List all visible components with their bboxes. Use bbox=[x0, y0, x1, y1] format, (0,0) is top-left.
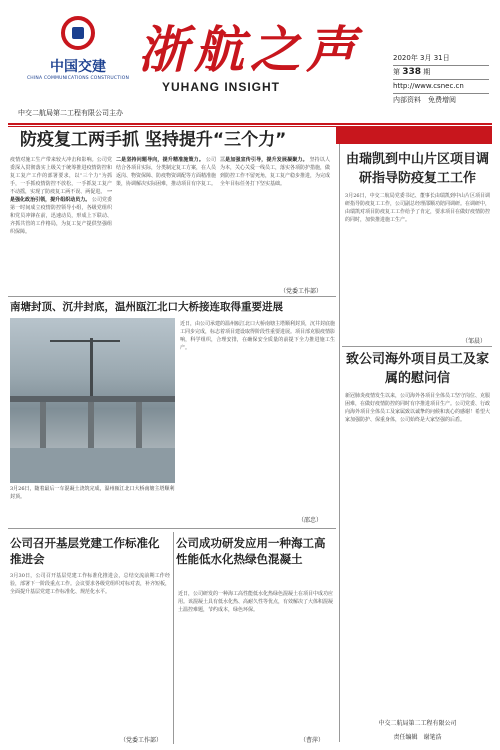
photo-story-author: （邵忠） bbox=[298, 517, 323, 524]
lead-col-1 bbox=[10, 156, 112, 236]
internal-note: 内部资料 免费增阅 bbox=[393, 96, 456, 104]
column-divider bbox=[339, 130, 340, 742]
masthead-title bbox=[138, 18, 378, 98]
right2-body: 新冠肺炎疫情发生以来，公司海外各项目全体员工坚守岗位、克服困难，在做好疫情防控的同时有序推进项目生产。公司党委、行政向海外项目全体员工及家属致以诚挚的问候和衷心的感谢！希望大家加强防护、保重身体，公司始终是大家坚强的后盾。 bbox=[345, 393, 491, 423]
editor-line: 责任编辑 谢笔浩 bbox=[393, 734, 442, 741]
photo-story-headline: 南塘封顶、沉井封底，温州瓯江北口大桥接连取得重要进展 bbox=[10, 301, 283, 313]
party-author: （党委工作部） bbox=[120, 737, 163, 744]
party-body: 3月30日，公司召开基层党建工作标准化推进会，总结交流前期工作经验，部署下一阶段重点工作。会议要求各级党组织对标对表，补齐短板，全面提升基层党建工作标准化、规范化水平。 bbox=[10, 573, 171, 595]
tech-author: （曹萍） bbox=[300, 737, 325, 744]
issue-number: 338 bbox=[402, 67, 422, 77]
right2-headline: 致公司海外项目员工及家属的慰问信 bbox=[345, 352, 489, 386]
lead-sub2: 二是坚持问题导向，提升精准施策力。 bbox=[116, 157, 205, 163]
header-rule bbox=[8, 123, 492, 125]
logo-cn-text: 中国交建 bbox=[50, 59, 106, 75]
issue-suffix: 期 bbox=[423, 68, 431, 76]
masthead-area bbox=[8, 8, 492, 126]
host-line: 中交二航局第二工程有限公司主办 bbox=[18, 109, 123, 117]
divider bbox=[8, 296, 336, 297]
right1-headline: 由瑞凯到中山片区项目调研指导防疫复工工作 bbox=[345, 152, 489, 186]
column-divider bbox=[173, 532, 174, 744]
lead-author: （党委工作部） bbox=[280, 288, 323, 295]
right1-author: （邹晨） bbox=[462, 338, 487, 345]
logo-mark-icon bbox=[61, 16, 95, 50]
right1-body: 3月26日，中交二航局党委书记、董事长由瑞凯到中山片区项目调研指导防疫复工工作，公司副总经理邵顺功陪同调研。在调研中，由瑞凯对项目防疫复工工作给予了肯定，要求项目在做好疫情防控的同时，加快推进施工生产。 bbox=[345, 193, 491, 223]
company-logo bbox=[18, 16, 138, 116]
masthead-calligraphy: 浙航之声 bbox=[138, 20, 362, 79]
tech-headline: 公司成功研发应用一种海工高性能低水化热绿色混凝土 bbox=[176, 536, 326, 566]
photo-story-body: 近日，由公司承建的温州瓯江北口大桥南塘主塔顺利封顶，沉井封底施工同步完成，标志着项目建设取得阶段性重要进展。项目部克服疫情影响，科学组织，合理安排，在确保安全质量的前提下全力推进施工生产。 bbox=[180, 321, 336, 351]
right-banner bbox=[336, 126, 492, 144]
issue-label: 第 bbox=[393, 68, 400, 76]
lead-col1b-text: 公司党委第一时间成立疫情防控领导小组，各级党组织和党员冲锋在前，迅速动员，形成上下联动、齐抓共管的工作格局，为复工复产提供坚强组织保障。 bbox=[10, 197, 112, 235]
masthead-english: YUHANG INSIGHT bbox=[162, 80, 281, 94]
photo-caption: 3月26日，随着最后一车混凝土浇筑完成，温州瓯江北口大桥南塘主塔顺利封顶。 bbox=[10, 486, 175, 500]
party-headline: 公司召开基层党建工作标准化推进会 bbox=[10, 536, 160, 566]
divider bbox=[8, 528, 336, 529]
lead-col2-text: 公司结合各项目实际，分类制定复工方案，在人员返岗、物资保障、防疫物资调配等方面精准施策，协调解决实际困难，推动项目有序复工。 bbox=[116, 157, 217, 187]
lead-col1-text: 疫情对施工生产带来较大冲击和影响。公司党委深入贯彻落实上级关于统筹推进疫情防控和复工复产工作的部署要求，以“三个力”为抓手，一手抓疫情防控不放松，一手抓复工复产不动摇，实现了防疫复工两不误、两促进。 bbox=[10, 157, 112, 195]
tech-body: 近日，公司研发的一种海工高性能低水化热绿色混凝土在项目中成功应用。该混凝土具有低水化热、高耐久性等优点，有效解决了大体积混凝土温控难题，节约成本，绿色环保。 bbox=[178, 591, 334, 613]
issue-number-row bbox=[393, 66, 489, 80]
lead-col-2 bbox=[116, 156, 216, 188]
lead-headline: 防疫复工两手抓 坚持提升“三个力” bbox=[20, 130, 287, 150]
divider bbox=[342, 346, 492, 347]
lead-col3-text: 坚持以人为本，关心关爱一线员工，落实各项防护措施，做到防控工作不留死角，复工复产稳步推进，为完成全年目标任务打下坚实基础。 bbox=[220, 157, 331, 187]
river-water bbox=[10, 448, 175, 483]
lead-col-3 bbox=[220, 156, 330, 188]
issue-box bbox=[393, 52, 489, 107]
crane-tower bbox=[90, 338, 93, 402]
bridge-photo bbox=[10, 318, 175, 483]
right2-signature: 中交二航局第二工程有限公司 bbox=[378, 720, 457, 727]
issue-date: 2020年 3月 31日 bbox=[393, 52, 489, 66]
website[interactable]: http://www.csnec.cn bbox=[393, 80, 489, 94]
lead-sub1: 一是强化政治引领，提升组织动员力。 bbox=[10, 189, 112, 203]
lead-sub3: 三是加强宣传引导，提升发展凝聚力。 bbox=[220, 157, 308, 163]
crane-arm bbox=[50, 340, 120, 342]
logo-en-text: CHINA COMMUNICATIONS CONSTRUCTION bbox=[26, 76, 130, 81]
